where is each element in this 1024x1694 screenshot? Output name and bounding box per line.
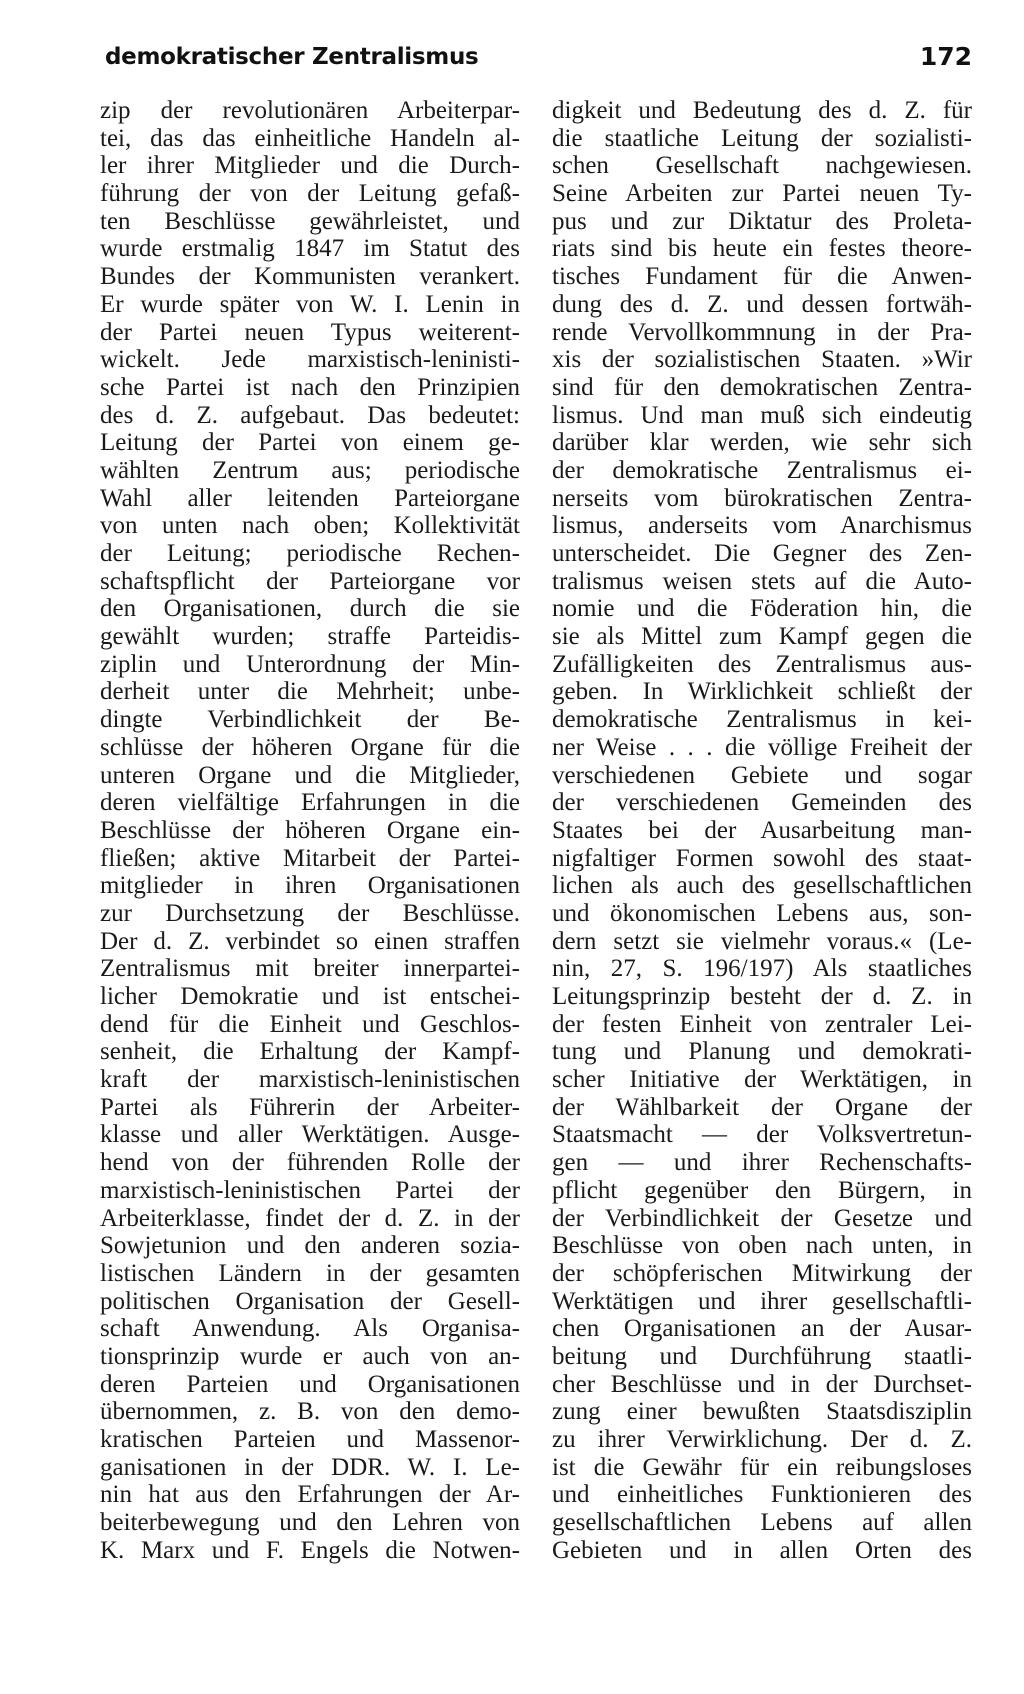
- text-line: unteren Organe und die Mitglieder,: [100, 761, 520, 789]
- text-line: Leitung der Partei von einem ge-: [100, 429, 520, 457]
- text-line: Er wurde später von W. I. Lenin in: [100, 290, 520, 318]
- text-line: mitglieder in ihren Organisationen: [100, 872, 520, 900]
- text-line: nin hat aus den Erfahrungen der Ar-: [100, 1481, 520, 1509]
- text-line: der Verbindlichkeit der Gesetze und: [552, 1204, 972, 1232]
- text-line: Beschlüsse von oben nach unten, in: [552, 1232, 972, 1260]
- text-column-right: [552, 97, 972, 1564]
- text-line: Der d. Z. verbindet so einen straffen: [100, 927, 520, 955]
- text-column-left: [100, 97, 520, 1564]
- text-line: cher Beschlüsse und in der Durchset-: [552, 1370, 972, 1398]
- text-line: übernommen, z. B. von den demo-: [100, 1398, 520, 1426]
- text-line: Staatsmacht — der Volksvertretun-: [552, 1121, 972, 1149]
- text-line: deren vielfältige Erfahrungen in die: [100, 789, 520, 817]
- text-line: gesellschaftlichen Lebens auf allen: [552, 1509, 972, 1537]
- text-line: wählten Zentrum aus; periodische: [100, 456, 520, 484]
- text-line: kratischen Parteien und Massenor-: [100, 1426, 520, 1453]
- text-line: kraft der marxistisch-leninistischen: [100, 1066, 520, 1094]
- text-line: xis der sozialistischen Staaten. »Wir: [552, 346, 972, 374]
- text-line: Gebieten und in allen Orten des: [552, 1536, 972, 1564]
- text-line: ganisationen in der DDR. W. I. Le-: [100, 1453, 520, 1481]
- text-line: nigfaltiger Formen sowohl des staat-: [552, 844, 972, 872]
- text-line: marxistisch-leninistischen Partei der: [100, 1176, 520, 1204]
- text-line: senheit, die Erhaltung der Kampf-: [100, 1038, 520, 1066]
- text-line: wurde erstmalig 1847 im Statut des: [100, 235, 520, 263]
- text-line: dung des d. Z. und dessen fortwäh-: [552, 290, 972, 318]
- text-line: gewählt wurden; straffe Parteidis-: [100, 623, 520, 651]
- text-line: der Wählbarkeit der Organe der: [552, 1093, 972, 1121]
- text-line: von unten nach oben; Kollektivität: [100, 512, 520, 540]
- text-line: scher Initiative der Werktätigen, in: [552, 1066, 972, 1094]
- text-line: verschiedenen Gebiete und sogar: [552, 761, 972, 789]
- text-line: und ökonomischen Lebens aus, son-: [552, 899, 972, 927]
- text-line: nin, 27, S. 196/197) Als staatliches: [552, 955, 972, 983]
- text-line: ziplin und Unterordnung der Min-: [100, 650, 520, 678]
- text-line: pflicht gegenüber den Bürgern, in: [552, 1176, 972, 1204]
- text-line: Seine Arbeiten zur Partei neuen Ty-: [552, 180, 972, 208]
- text-line: listischen Ländern in der gesamten: [100, 1259, 520, 1287]
- text-line: politischen Organisation der Gesell-: [100, 1287, 520, 1315]
- text-line: ist die Gewähr für ein reibungsloses: [552, 1453, 972, 1481]
- text-line: Beschlüsse der höheren Organe ein-: [100, 816, 520, 844]
- page-header: [105, 40, 972, 80]
- text-line: beiterbewegung und den Lehren von: [100, 1509, 520, 1537]
- text-line: gen — und ihrer Rechenschafts-: [552, 1149, 972, 1177]
- text-line: wickelt. Jede marxistisch-leninisti-: [100, 346, 520, 374]
- text-line: der demokratische Zentralismus ei-: [552, 456, 972, 484]
- text-line: schaft Anwendung. Als Organisa-: [100, 1315, 520, 1343]
- text-line: Werktätigen und ihrer gesellschaftli-: [552, 1287, 972, 1315]
- text-line: tisches Fundament für die Anwen-: [552, 263, 972, 291]
- text-line: zu ihrer Verwirklichung. Der d. Z.: [552, 1426, 972, 1453]
- text-line: deren Parteien und Organisationen: [100, 1370, 520, 1398]
- text-line: tionsprinzip wurde er auch von an-: [100, 1342, 520, 1370]
- text-line: lismus, anderseits vom Anarchismus: [552, 512, 972, 540]
- text-line: sche Partei ist nach den Prinzipien: [100, 373, 520, 401]
- text-line: den Organisationen, durch die sie: [100, 595, 520, 623]
- text-line: führung der von der Leitung gefaß-: [100, 180, 520, 208]
- text-line: pus und zur Diktatur des Proleta-: [552, 207, 972, 235]
- text-line: dern setzt sie vielmehr voraus.« (Le-: [552, 927, 972, 955]
- text-line: Wahl aller leitenden Parteiorgane: [100, 484, 520, 512]
- text-line: lichen als auch des gesellschaftlichen: [552, 872, 972, 900]
- text-line: ten Beschlüsse gewährleistet, und: [100, 207, 520, 235]
- text-line: Sowjetunion und den anderen sozia-: [100, 1232, 520, 1260]
- text-line: sie als Mittel zum Kampf gegen die: [552, 623, 972, 651]
- text-line: nomie und die Föderation hin, die: [552, 595, 972, 623]
- text-line: die staatliche Leitung der sozialisti-: [552, 124, 972, 152]
- text-line: des d. Z. aufgebaut. Das bedeutet:: [100, 401, 520, 429]
- text-line: Zentralismus mit breiter innerpartei-: [100, 955, 520, 983]
- text-line: riats sind bis heute ein festes theore-: [552, 235, 972, 263]
- text-line: Partei als Führerin der Arbeiter-: [100, 1093, 520, 1121]
- text-line: tralismus weisen stets auf die Auto-: [552, 567, 972, 595]
- text-line: lismus. Und man muß sich eindeutig: [552, 401, 972, 429]
- text-line: Arbeiterklasse, findet der d. Z. in der: [100, 1204, 520, 1232]
- text-line: schen Gesellschaft nachgewiesen.: [552, 152, 972, 180]
- text-line: hend von der führenden Rolle der: [100, 1149, 520, 1177]
- text-line: beitung und Durchführung staatli-: [552, 1342, 972, 1370]
- text-line: der verschiedenen Gemeinden des: [552, 789, 972, 817]
- text-line: und einheitliches Funktionieren des: [552, 1481, 972, 1509]
- text-line: demokratische Zentralismus in kei-: [552, 706, 972, 734]
- text-line: fließen; aktive Mitarbeit der Partei-: [100, 844, 520, 872]
- page-number: 172: [919, 42, 972, 71]
- text-line: unterscheidet. Die Gegner des Zen-: [552, 540, 972, 567]
- text-line: tei, das das einheitliche Handeln al-: [100, 124, 520, 152]
- text-line: ner Weise . . . die völlige Freiheit der: [552, 733, 972, 761]
- text-line: K. Marx und F. Engels die Notwen-: [100, 1536, 520, 1564]
- text-line: tung und Planung und demokrati-: [552, 1038, 972, 1066]
- text-line: schaftspflicht der Parteiorgane vor: [100, 567, 520, 595]
- text-line: rende Vervollkommnung in der Pra-: [552, 318, 972, 346]
- text-line: Zufälligkeiten des Zentralismus aus-: [552, 650, 972, 678]
- text-line: schlüsse der höheren Organe für die: [100, 733, 520, 761]
- text-line: der Leitung; periodische Rechen-: [100, 540, 520, 567]
- text-line: zur Durchsetzung der Beschlüsse.: [100, 899, 520, 927]
- text-line: digkeit und Bedeutung des d. Z. für: [552, 97, 972, 124]
- text-line: ler ihrer Mitglieder und die Durch-: [100, 152, 520, 180]
- text-line: zung einer bewußten Staatsdisziplin: [552, 1398, 972, 1426]
- text-line: Staates bei der Ausarbeitung man-: [552, 816, 972, 844]
- text-line: dingte Verbindlichkeit der Be-: [100, 706, 520, 734]
- text-line: darüber klar werden, wie sehr sich: [552, 429, 972, 457]
- text-line: der Partei neuen Typus weiterent-: [100, 318, 520, 346]
- text-line: zip der revolutionären Arbeiterpar-: [100, 97, 520, 124]
- text-line: sind für den demokratischen Zentra-: [552, 373, 972, 401]
- text-line: Leitungsprinzip besteht der d. Z. in: [552, 983, 972, 1010]
- text-line: chen Organisationen an der Ausar-: [552, 1315, 972, 1343]
- text-line: der festen Einheit von zentraler Lei-: [552, 1010, 972, 1038]
- running-head: demokratischer Zentralismus: [105, 44, 479, 70]
- text-line: klasse und aller Werktätigen. Ausge-: [100, 1121, 520, 1149]
- text-line: geben. In Wirklichkeit schließt der: [552, 678, 972, 706]
- text-line: Bundes der Kommunisten verankert.: [100, 263, 520, 291]
- text-line: dend für die Einheit und Geschlos-: [100, 1010, 520, 1038]
- text-line: nerseits vom bürokratischen Zentra-: [552, 484, 972, 512]
- text-line: licher Demokratie und ist entschei-: [100, 983, 520, 1010]
- text-line: der schöpferischen Mitwirkung der: [552, 1259, 972, 1287]
- text-line: derheit unter die Mehrheit; unbe-: [100, 678, 520, 706]
